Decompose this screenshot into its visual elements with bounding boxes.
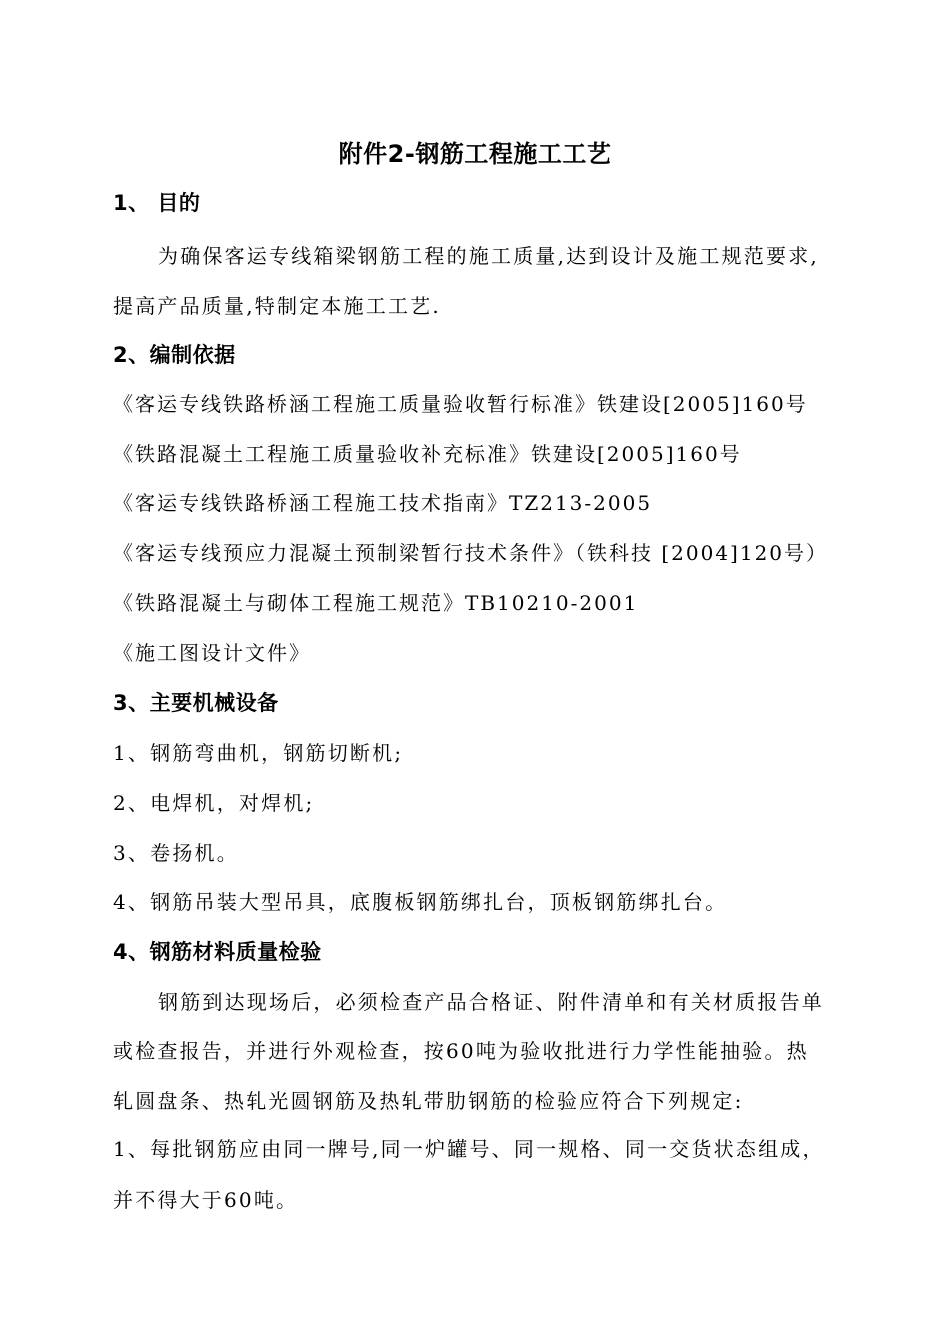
reference-item: 《客运专线铁路桥涵工程施工质量验收暂行标准》铁建设[2005]160号 <box>113 392 808 416</box>
section-1-paragraph-line-1: 为确保客运专线箱梁钢筋工程的施工质量,达到设计及施工规范要求, <box>158 244 819 268</box>
document-title: 附件2-钢筋工程施工工艺 <box>338 140 612 168</box>
section-4-paragraph-line-2: 或检查报告，并进行外观检查，按60吨为验收批进行力学性能抽验。热 <box>113 1039 809 1063</box>
reference-item: 《客运专线预应力混凝土预制梁暂行技术条件》（铁科技 [2004]120号） <box>113 541 829 565</box>
equipment-item: 3、卷扬机。 <box>113 841 239 865</box>
reference-item: 《客运专线铁路桥涵工程施工技术指南》TZ213-2005 <box>113 491 653 515</box>
section-1-paragraph-line-2: 提高产品质量,特制定本施工工艺. <box>113 294 441 318</box>
reference-item: 《铁路混凝土工程施工质量验收补充标准》铁建设[2005]160号 <box>113 442 742 466</box>
section-3-heading: 3、主要机械设备 <box>113 691 279 715</box>
reference-item: 《施工图设计文件》 <box>113 641 311 665</box>
section-1-heading: 1、 目的 <box>113 191 201 215</box>
section-2-heading: 2、编制依据 <box>113 343 236 367</box>
section-4-item-1-line-1: 1、每批钢筋应由同一牌号,同一炉罐号、同一规格、同一交货状态组成， <box>113 1137 825 1161</box>
section-4-heading: 4、钢筋材料质量检验 <box>113 940 322 964</box>
section-4-paragraph-line-1: 钢筋到达现场后，必须检查产品合格证、附件清单和有关材质报告单 <box>158 990 824 1014</box>
section-4-item-1-line-2: 并不得大于60吨。 <box>113 1188 299 1212</box>
equipment-item: 1、钢筋弯曲机，钢筋切断机; <box>113 741 404 765</box>
section-4-paragraph-line-3: 轧圆盘条、热轧光圆钢筋及热轧带肋钢筋的检验应符合下列规定: <box>113 1089 744 1113</box>
reference-item: 《铁路混凝土与砌体工程施工规范》TB10210-2001 <box>113 591 639 615</box>
equipment-item: 4、钢筋吊装大型吊具，底腹板钢筋绑扎台，顶板钢筋绑扎台。 <box>113 890 728 914</box>
equipment-item: 2、电焊机，对焊机; <box>113 791 315 815</box>
